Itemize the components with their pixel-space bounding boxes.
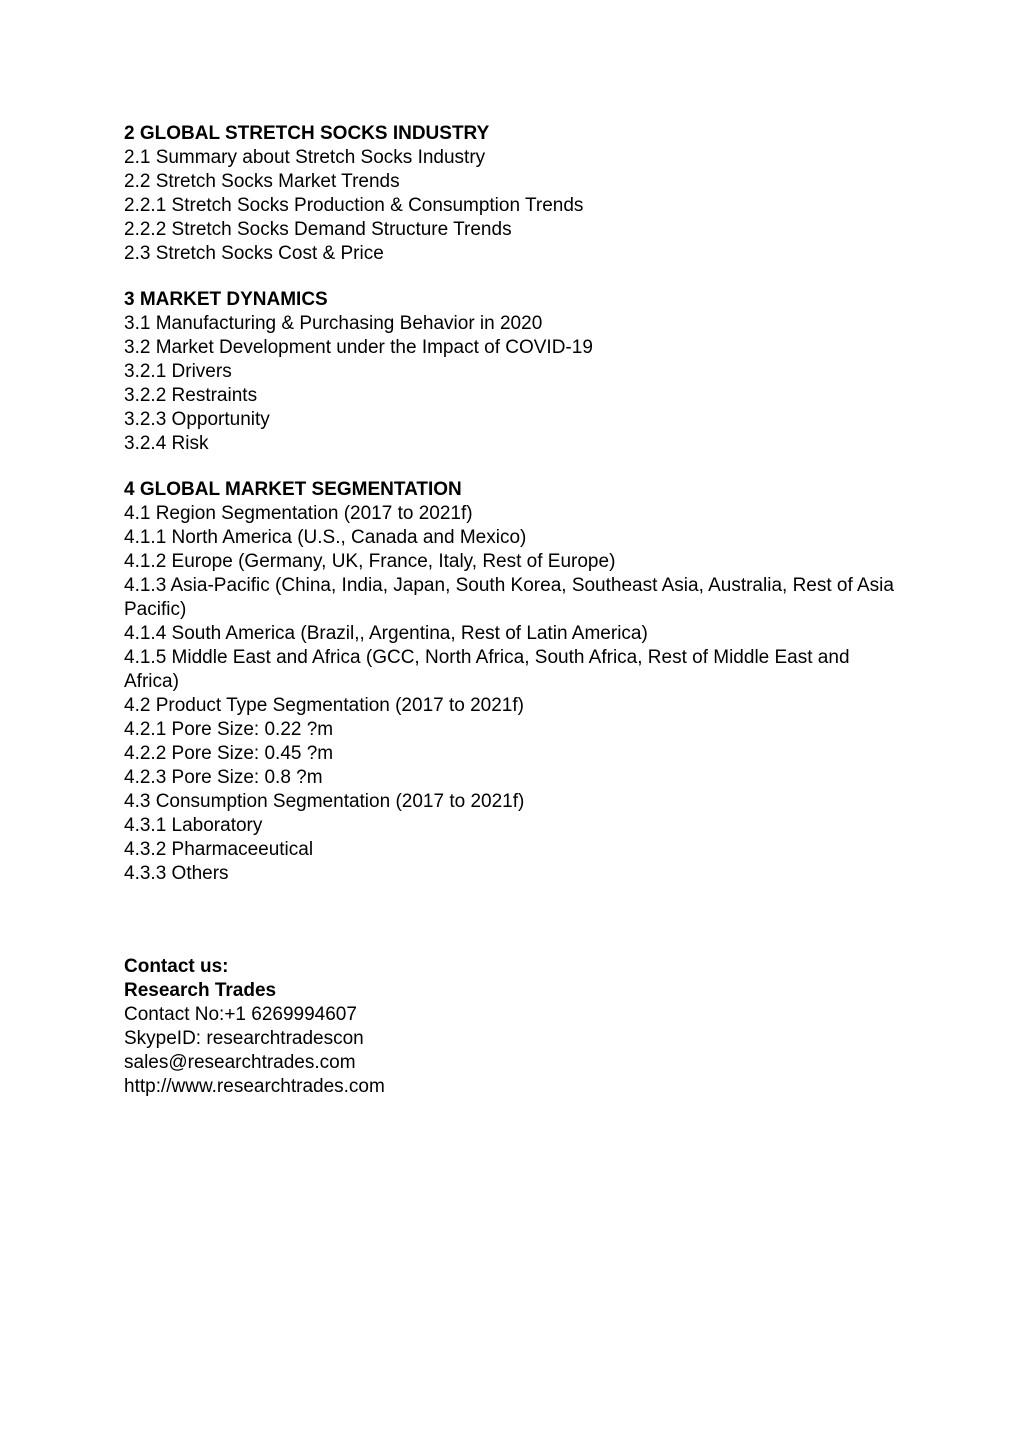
contact-website-link[interactable]: http://www.researchtrades.com <box>124 1076 385 1097</box>
contact-email[interactable]: sales@researchtrades.com <box>124 1052 356 1073</box>
toc-item: 4.2 Product Type Segmentation (2017 to 2021f) <box>124 695 524 716</box>
toc-item: 4.1.2 Europe (Germany, UK, France, Italy, Rest of Europe) <box>124 551 616 572</box>
contact-block <box>124 955 904 1099</box>
toc-item: 4.3.2 Pharmaceeutical <box>124 839 314 860</box>
toc-item: 4.1.1 North America (U.S., Canada and Mexico) <box>124 527 527 548</box>
toc-item: 4.1.3 Asia-Pacific (China, India, Japan, South Korea, Southeast Asia, Australia, Rest of Asia Pacific) <box>124 575 894 620</box>
toc-item: 4.3.1 Laboratory <box>124 815 263 836</box>
section-heading: 3 MARKET DYNAMICS <box>124 289 328 310</box>
toc-item: 2.2 Stretch Socks Market Trends <box>124 171 400 192</box>
toc-item: 2.2.2 Stretch Socks Demand Structure Trends <box>124 219 512 240</box>
toc-item: 4.2.3 Pore Size: 0.8 ?m <box>124 767 323 788</box>
toc-item: 4.3 Consumption Segmentation (2017 to 2021f) <box>124 791 525 812</box>
section-global-market-segmentation <box>124 478 904 886</box>
toc-item: 4.2.1 Pore Size: 0.22 ?m <box>124 719 334 740</box>
toc-item: 3.2.2 Restraints <box>124 385 258 406</box>
toc-item: 3.2.4 Risk <box>124 433 209 454</box>
contact-skype: SkypeID: researchtradescon <box>124 1028 364 1049</box>
toc-item: 2.2.1 Stretch Socks Production & Consumption Trends <box>124 195 584 216</box>
toc-item: 4.1.5 Middle East and Africa (GCC, North Africa, South Africa, Rest of Middle East and Africa) <box>124 647 850 692</box>
section-heading: 2 GLOBAL STRETCH SOCKS INDUSTRY <box>124 123 490 144</box>
toc-item: 4.1 Region Segmentation (2017 to 2021f) <box>124 503 473 524</box>
toc-item: 3.1 Manufacturing & Purchasing Behavior in 2020 <box>124 313 543 334</box>
toc-item: 4.2.2 Pore Size: 0.45 ?m <box>124 743 334 764</box>
contact-heading: Contact us: <box>124 956 229 977</box>
toc-item: 3.2.1 Drivers <box>124 361 232 382</box>
table-of-contents <box>124 122 904 908</box>
company-name: Research Trades <box>124 980 277 1001</box>
section-heading: 4 GLOBAL MARKET SEGMENTATION <box>124 479 462 500</box>
section-market-dynamics <box>124 288 904 456</box>
section-global-stretch-socks-industry <box>124 122 904 266</box>
toc-item: 4.3.3 Others <box>124 863 229 884</box>
toc-item: 4.1.4 South America (Brazil,, Argentina, Rest of Latin America) <box>124 623 648 644</box>
toc-item: 3.2.3 Opportunity <box>124 409 270 430</box>
toc-item: 3.2 Market Development under the Impact of COVID-19 <box>124 337 593 358</box>
contact-phone: Contact No:+1 6269994607 <box>124 1004 357 1025</box>
toc-item: 2.3 Stretch Socks Cost & Price <box>124 243 384 264</box>
toc-item: 2.1 Summary about Stretch Socks Industry <box>124 147 486 168</box>
